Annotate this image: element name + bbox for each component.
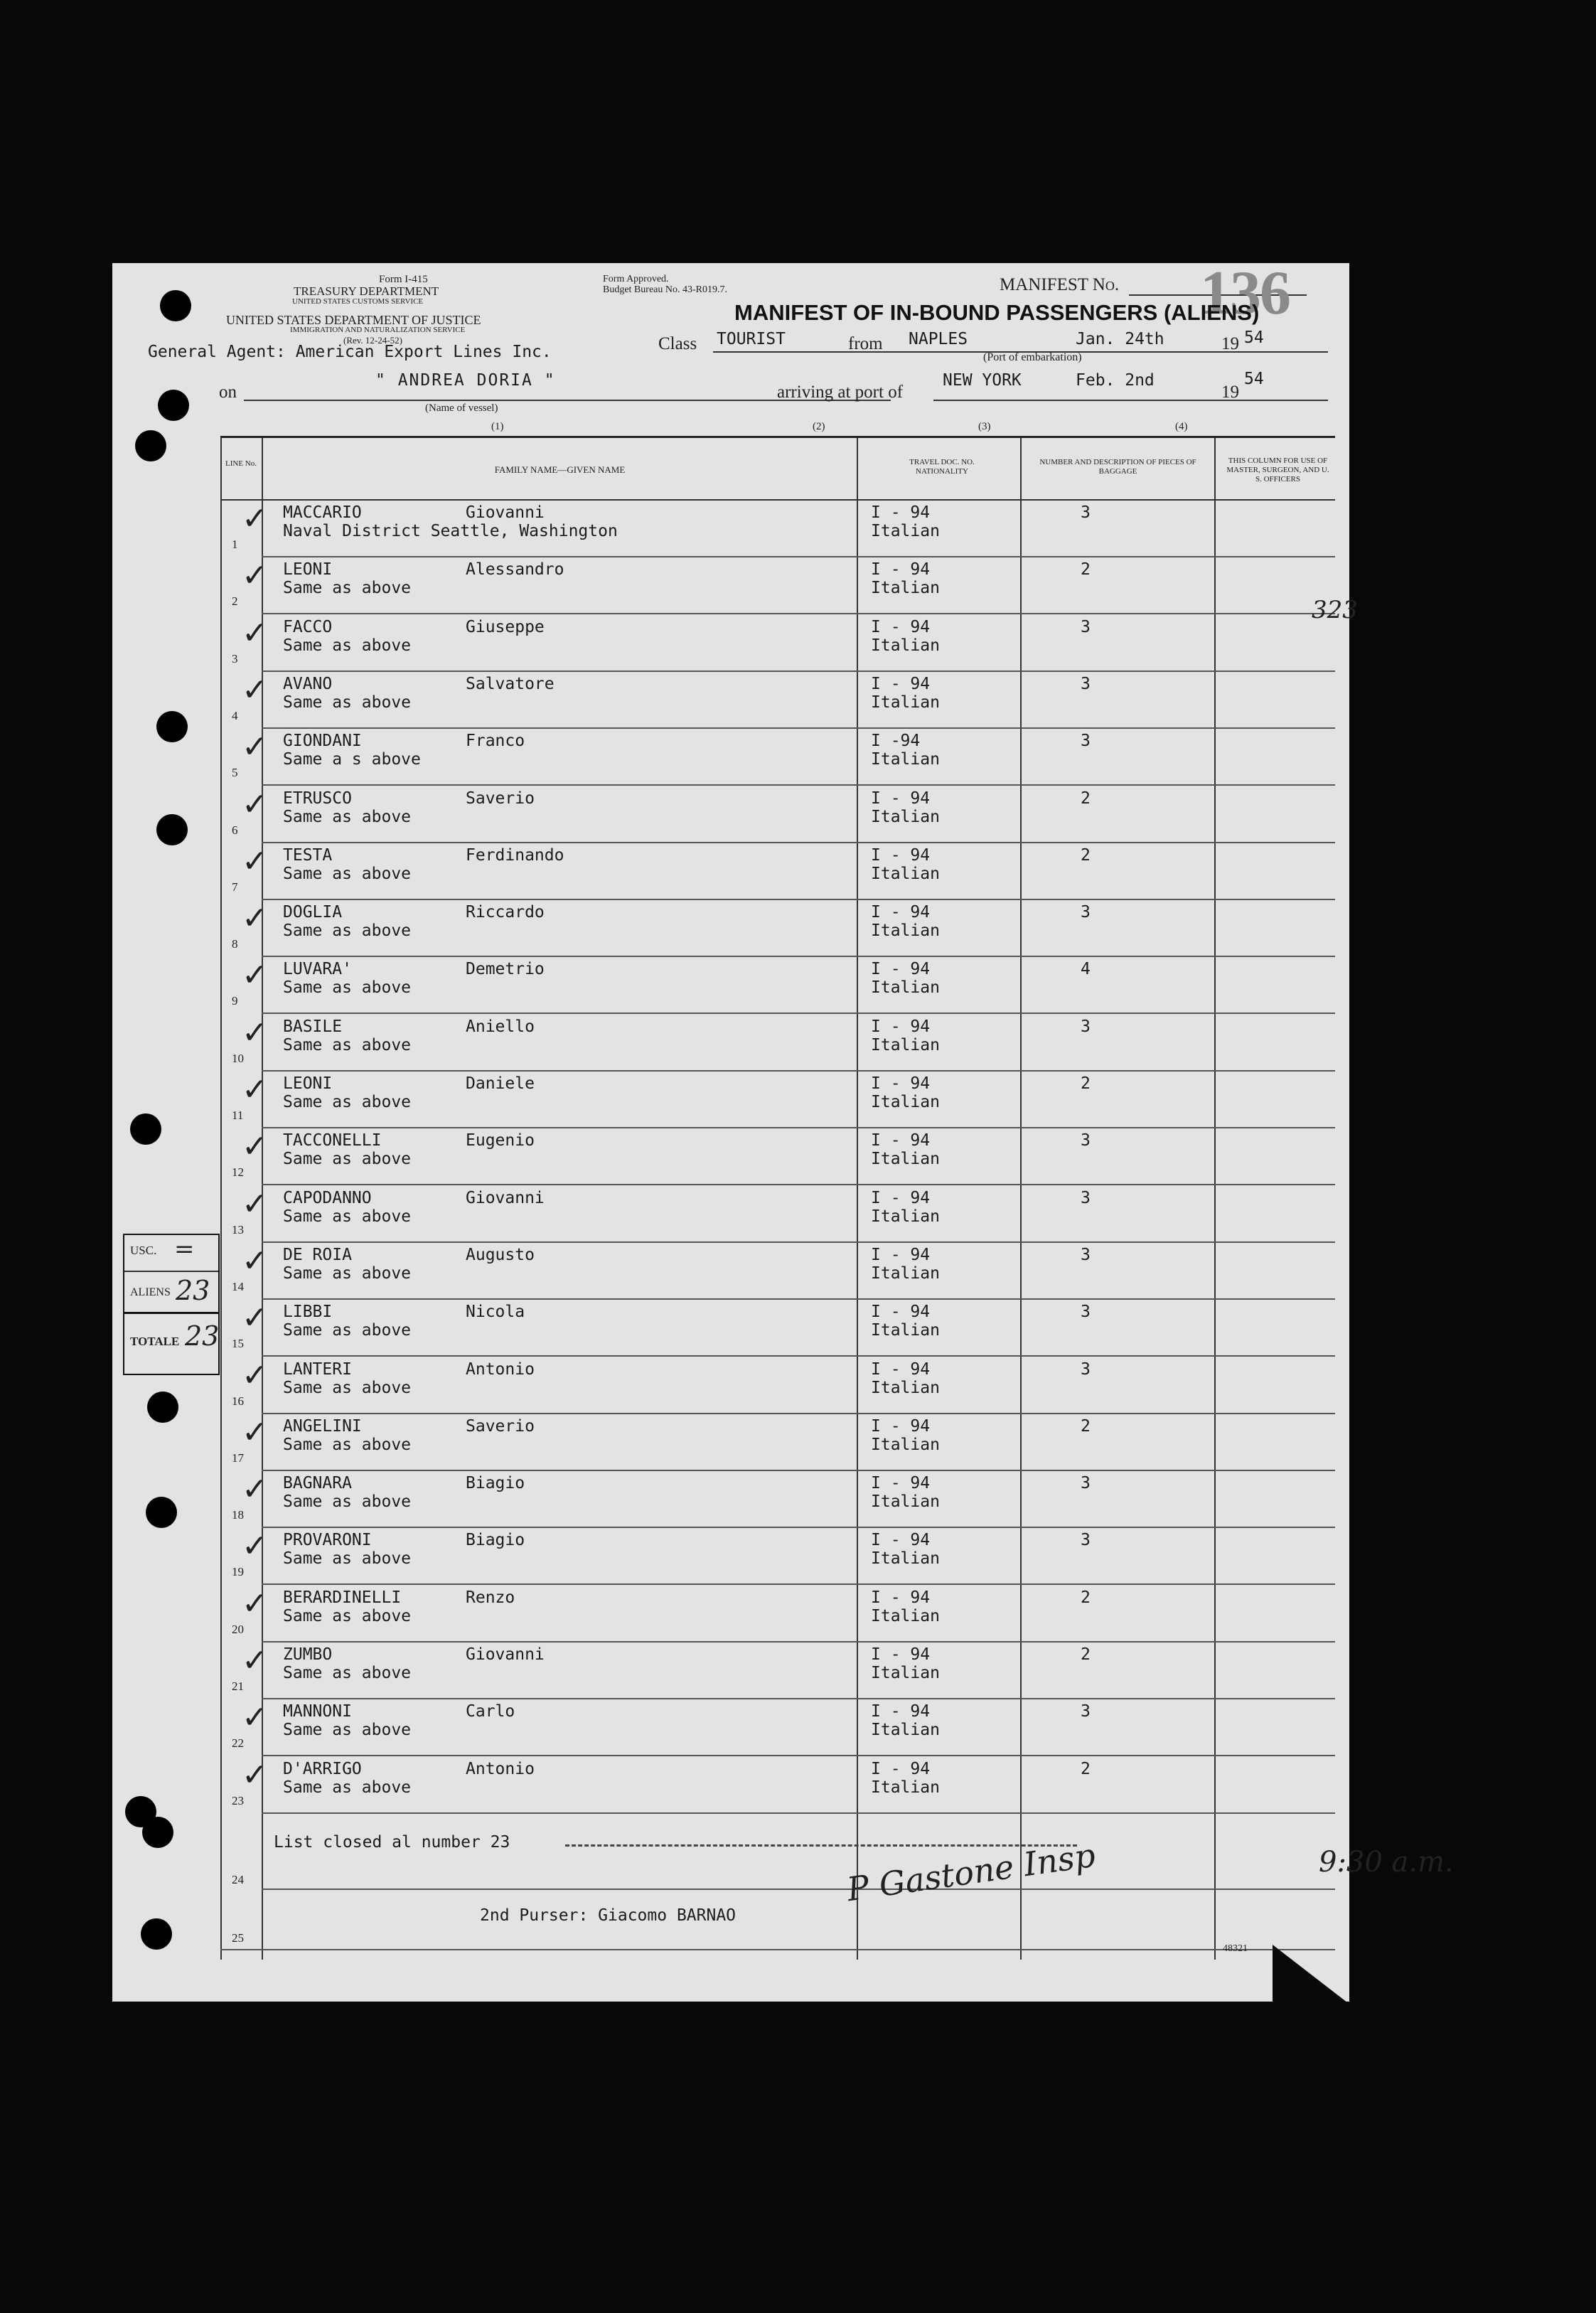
family-name: FACCO [283, 618, 333, 636]
family-name: CAPODANNO [283, 1189, 372, 1207]
manifest-title: MANIFEST OF IN-BOUND PASSENGERS (ALIENS) [734, 300, 1260, 325]
address: Same as above [283, 1721, 412, 1739]
passenger-row [220, 501, 1449, 557]
baggage-count: 2 [1081, 789, 1091, 808]
col-number-3: (3) [978, 421, 991, 432]
given-name: Nicola [466, 1303, 525, 1321]
passenger-row [220, 1699, 1449, 1756]
address: Same as above [283, 1207, 412, 1226]
family-name: LUVARA' [283, 960, 352, 978]
given-name: Saverio [466, 789, 535, 808]
row-rule [262, 1184, 1335, 1185]
family-name: TESTA [283, 846, 333, 865]
baggage-count: 2 [1081, 846, 1091, 865]
check-mark: ✓ [242, 1186, 268, 1222]
given-name: Giovanni [466, 503, 545, 522]
baggage-count: 2 [1081, 1760, 1091, 1778]
line-number-25: 25 [232, 1931, 244, 1945]
line-number: 6 [232, 823, 238, 837]
address: Same as above [283, 808, 412, 826]
family-name: DOGLIA [283, 903, 343, 922]
line-number: 15 [232, 1337, 244, 1350]
address: Same as above [283, 1036, 412, 1054]
family-name: LEONI [283, 1074, 333, 1093]
travel-doc: I - 94 [871, 503, 931, 522]
punch-hole [160, 290, 191, 321]
form-number: Form I-415 [379, 274, 428, 285]
usc-label: USC. [130, 1244, 157, 1257]
closing-time: 9:30 a.m. [1319, 1846, 1454, 1879]
passenger-row [220, 900, 1449, 957]
total-value: 23 [185, 1320, 220, 1352]
nationality: Italian [871, 1379, 940, 1397]
address: Same as above [283, 865, 412, 883]
passenger-row [220, 1072, 1449, 1128]
line-number: 7 [232, 880, 238, 894]
family-name: BAGNARA [283, 1474, 352, 1492]
family-name: ANGELINI [283, 1417, 362, 1436]
travel-doc: I -94 [871, 732, 921, 750]
baggage-count: 3 [1081, 903, 1091, 922]
vessel-caption: (Name of vessel) [425, 402, 498, 414]
given-name: Augusto [466, 1246, 535, 1264]
inspector-signature: P Gastone Insp [844, 1835, 1098, 1909]
family-name: D'ARRIGO [283, 1760, 362, 1778]
line-number: 22 [232, 1736, 244, 1750]
travel-doc: I - 94 [871, 1474, 931, 1492]
dept-justice: UNITED STATES DEPARTMENT OF JUSTICE [226, 313, 481, 327]
check-mark: ✓ [242, 843, 268, 880]
tally-stamp [123, 1234, 220, 1375]
arrival-port: NEW YORK [943, 371, 1022, 390]
baggage-count: 3 [1081, 675, 1091, 693]
embark-date: Jan. 24th [1076, 330, 1164, 348]
nationality: Italian [871, 1150, 940, 1168]
col-number-1: (1) [491, 421, 504, 432]
baggage-count: 3 [1081, 1702, 1091, 1721]
baggage-count: 3 [1081, 1189, 1091, 1207]
address: Same as above [283, 978, 412, 997]
line-number: 12 [232, 1165, 244, 1179]
punch-hole [135, 430, 166, 461]
baggage-count: 3 [1081, 1017, 1091, 1036]
travel-doc: I - 94 [871, 560, 931, 579]
baggage-count: 2 [1081, 1645, 1091, 1664]
check-mark: ✓ [242, 1357, 268, 1394]
nationality: Italian [871, 1549, 940, 1568]
line-number: 5 [232, 766, 238, 779]
col-header-travel: TRAVEL DOC. NO. NATIONALITY [909, 458, 975, 476]
check-mark: ✓ [242, 672, 268, 708]
punch-hole [156, 814, 188, 845]
given-name: Demetrio [466, 960, 545, 978]
line-number: 8 [232, 937, 238, 951]
address: Same as above [283, 1664, 412, 1682]
footer-code: 48321 [1223, 1943, 1248, 1954]
passenger-row [220, 843, 1449, 900]
family-name: BERARDINELLI [283, 1588, 402, 1607]
nationality: Italian [871, 1207, 940, 1226]
passenger-row [220, 1528, 1449, 1585]
travel-doc: I - 94 [871, 960, 931, 978]
check-mark: ✓ [242, 501, 268, 537]
row-rule [262, 784, 1335, 786]
from-line [887, 351, 1328, 353]
baggage-count: 3 [1081, 503, 1091, 522]
passenger-row [220, 615, 1449, 672]
address: Same as above [283, 1549, 412, 1568]
year-prefix-1: 19 [1221, 334, 1239, 353]
passenger-row [220, 1243, 1449, 1300]
travel-doc: I - 94 [871, 618, 931, 636]
travel-doc: I - 94 [871, 1417, 931, 1436]
travel-doc: I - 94 [871, 1131, 931, 1150]
given-name: Giovanni [466, 1645, 545, 1664]
passenger-row [220, 1642, 1449, 1699]
check-mark: ✓ [242, 1015, 268, 1051]
class-value: TOURIST [717, 330, 786, 348]
check-mark: ✓ [242, 1414, 268, 1451]
travel-doc: I - 94 [871, 1531, 931, 1549]
address: Same a s above [283, 750, 421, 769]
ins-label: IMMIGRATION AND NATURALIZATION SERVICE [290, 326, 466, 334]
family-name: TACCONELLI [283, 1131, 382, 1150]
check-mark: ✓ [242, 1586, 268, 1622]
row-rule [262, 1812, 1335, 1814]
travel-doc: I - 94 [871, 789, 931, 808]
total-label: TOTALE [130, 1335, 180, 1348]
family-name: MACCARIO [283, 503, 362, 522]
line-number: 11 [232, 1109, 244, 1122]
check-mark: ✓ [242, 1072, 268, 1108]
given-name: Franco [466, 732, 525, 750]
given-name: Salvatore [466, 675, 555, 693]
given-name: Antonio [466, 1360, 535, 1379]
line-number: 23 [232, 1794, 244, 1807]
col-header-baggage: NUMBER AND DESCRIPTION OF PIECES OF BAGGAGE [1039, 458, 1196, 476]
address: Same as above [283, 579, 412, 597]
check-mark: ✓ [242, 786, 268, 823]
nationality: Italian [871, 1036, 940, 1054]
line-number: 21 [232, 1679, 244, 1693]
baggage-count: 3 [1081, 1474, 1091, 1492]
check-mark: ✓ [242, 1699, 268, 1736]
nationality: Italian [871, 579, 940, 597]
given-name: Daniele [466, 1074, 535, 1093]
nationality: Italian [871, 1607, 940, 1625]
given-name: Riccardo [466, 903, 545, 922]
given-name: Saverio [466, 1417, 535, 1436]
nationality: Italian [871, 1321, 940, 1340]
nationality: Italian [871, 1492, 940, 1511]
line-number: 13 [232, 1223, 244, 1236]
nationality: Italian [871, 1436, 940, 1454]
general-agent: General Agent: American Export Lines Inc. [148, 343, 552, 361]
travel-doc: I - 94 [871, 1074, 931, 1093]
row-rule [262, 613, 1335, 614]
baggage-count: 3 [1081, 618, 1091, 636]
travel-doc: I - 94 [871, 1588, 931, 1607]
baggage-count: 3 [1081, 1360, 1091, 1379]
officer-note: 323 [1312, 596, 1358, 624]
port-embark-caption: (Port of embarkation) [983, 351, 1082, 363]
address: Same as above [283, 1778, 412, 1797]
line-number: 14 [232, 1280, 244, 1293]
budget-bureau: Budget Bureau No. 43-R019.7. [603, 284, 727, 295]
line-number: 2 [232, 594, 238, 608]
given-name: Antonio [466, 1760, 535, 1778]
passenger-row [220, 1757, 1449, 1814]
year-1: 54 [1244, 328, 1264, 347]
given-name: Aniello [466, 1017, 535, 1036]
passenger-row [220, 786, 1449, 843]
address: Same as above [283, 1436, 412, 1454]
check-mark: ✓ [242, 729, 268, 765]
passenger-row [220, 1186, 1449, 1243]
passenger-row [220, 729, 1449, 786]
baggage-count: 2 [1081, 1074, 1091, 1093]
punch-hole [130, 1113, 161, 1145]
given-name: Carlo [466, 1702, 515, 1721]
line-number: 16 [232, 1394, 244, 1408]
col-header-officers: THIS COLUMN FOR USE OF MASTER, SURGEON, AND U. S. OFFICERS [1226, 456, 1329, 484]
punch-hole [158, 390, 189, 421]
given-name: Renzo [466, 1588, 515, 1607]
baggage-count: 3 [1081, 1246, 1091, 1264]
family-name: DE ROIA [283, 1246, 352, 1264]
line-number: 1 [232, 538, 238, 551]
nationality: Italian [871, 1264, 940, 1283]
family-name: LANTERI [283, 1360, 352, 1379]
passenger-row [220, 1128, 1449, 1185]
nationality: Italian [871, 1721, 940, 1739]
from-label: from [848, 334, 883, 353]
passenger-row [220, 1414, 1449, 1471]
check-mark: ✓ [242, 1128, 268, 1165]
given-name: Giuseppe [466, 618, 545, 636]
given-name: Ferdinando [466, 846, 564, 865]
given-name: Biagio [466, 1531, 525, 1549]
address: Same as above [283, 1150, 412, 1168]
travel-doc: I - 94 [871, 1303, 931, 1321]
passenger-row [220, 672, 1449, 729]
line-number-24: 24 [232, 1873, 244, 1886]
passenger-row [220, 1300, 1449, 1357]
passenger-row [220, 1586, 1449, 1642]
punch-hole [142, 1817, 173, 1848]
baggage-count: 3 [1081, 732, 1091, 750]
passenger-row [220, 1357, 1449, 1414]
travel-doc: I - 94 [871, 1645, 931, 1664]
line-number: 20 [232, 1623, 244, 1636]
manifest-number: 136 [1200, 259, 1290, 328]
address: Same as above [283, 1607, 412, 1625]
travel-doc: I - 94 [871, 675, 931, 693]
given-name: Alessandro [466, 560, 564, 579]
row-rule [262, 1583, 1335, 1585]
row-rule [262, 1355, 1335, 1357]
usc-value: = [174, 1235, 195, 1264]
passenger-row [220, 557, 1449, 614]
address: Same as above [283, 1264, 412, 1283]
line-number: 10 [232, 1052, 244, 1065]
nationality: Italian [871, 1093, 940, 1111]
travel-doc: I - 94 [871, 1760, 931, 1778]
vessel-name: " ANDREA DORIA " [375, 371, 556, 390]
family-name: BASILE [283, 1017, 343, 1036]
travel-doc: I - 94 [871, 1246, 931, 1264]
purser-line: 2nd Purser: Giacomo BARNAO [480, 1906, 737, 1925]
family-name: GIONDANI [283, 732, 362, 750]
punch-hole [156, 711, 188, 742]
col-header-name: FAMILY NAME—GIVEN NAME [494, 464, 626, 475]
nationality: Italian [871, 693, 940, 712]
line-number: 19 [232, 1565, 244, 1578]
family-name: LEONI [283, 560, 333, 579]
customs-service: UNITED STATES CUSTOMS SERVICE [292, 297, 424, 306]
nationality: Italian [871, 978, 940, 997]
family-name: LIBBI [283, 1303, 333, 1321]
baggage-count: 3 [1081, 1531, 1091, 1549]
baggage-count: 3 [1081, 1131, 1091, 1150]
aliens-value: 23 [176, 1275, 210, 1306]
from-value: NAPLES [909, 330, 968, 348]
check-mark: ✓ [242, 900, 268, 936]
folded-corner [1273, 1945, 1351, 2005]
travel-doc: I - 94 [871, 1189, 931, 1207]
baggage-count: 3 [1081, 1303, 1091, 1321]
class-label: Class [658, 334, 697, 353]
passenger-row [220, 957, 1449, 1014]
year-2: 54 [1244, 370, 1264, 388]
year-prefix-2: 19 [1221, 383, 1239, 402]
line-number: 4 [232, 709, 238, 722]
nationality: Italian [871, 1778, 940, 1797]
form-approved: Form Approved. [603, 274, 669, 284]
nationality: Italian [871, 1664, 940, 1682]
col-number-4: (4) [1175, 421, 1188, 432]
aliens-label: ALIENS [130, 1286, 171, 1298]
check-mark: ✓ [242, 1528, 268, 1564]
on-label: on [219, 383, 237, 402]
address: Same as above [283, 1093, 412, 1111]
row-rule [262, 1755, 1335, 1756]
arrival-date: Feb. 2nd [1076, 371, 1155, 390]
row-rule [262, 1013, 1335, 1014]
family-name: ETRUSCO [283, 789, 352, 808]
nationality: Italian [871, 636, 940, 655]
check-mark: ✓ [242, 957, 268, 993]
line-number: 18 [232, 1508, 244, 1522]
line-number: 9 [232, 994, 238, 1008]
family-name: ZUMBO [283, 1645, 333, 1664]
manifest-page [112, 259, 1454, 2002]
address: Same as above [283, 1379, 412, 1397]
col-header-line: LINE No. [225, 459, 257, 468]
closing-dashes [565, 1844, 1077, 1847]
family-name: AVANO [283, 675, 333, 693]
check-mark: ✓ [242, 1300, 268, 1336]
nationality: Italian [871, 865, 940, 883]
given-name: Biagio [466, 1474, 525, 1492]
travel-doc: I - 94 [871, 1017, 931, 1036]
travel-doc: I - 94 [871, 1360, 931, 1379]
address: Same as above [283, 693, 412, 712]
travel-doc: I - 94 [871, 903, 931, 922]
dept-treasury: TREASURY DEPARTMENT [294, 284, 439, 298]
punch-hole [146, 1497, 177, 1528]
address: Naval District Seattle, Washington [283, 522, 618, 540]
given-name: Giovanni [466, 1189, 545, 1207]
check-mark: ✓ [242, 557, 268, 594]
nationality: Italian [871, 522, 940, 540]
address: Same as above [283, 922, 412, 940]
baggage-count: 2 [1081, 560, 1091, 579]
baggage-count: 4 [1081, 960, 1091, 978]
address: Same as above [283, 1492, 412, 1511]
passenger-row [220, 1471, 1449, 1528]
manifest-no-label: MANIFEST No. [1000, 275, 1120, 294]
arriving-label: arriving at port of [777, 383, 904, 402]
line-number: 17 [232, 1451, 244, 1465]
travel-doc: I - 94 [871, 846, 931, 865]
nationality: Italian [871, 750, 940, 769]
nationality: Italian [871, 922, 940, 940]
check-mark: ✓ [242, 1471, 268, 1507]
rev-date: (Rev. 12-24-52) [343, 335, 402, 346]
given-name: Eugenio [466, 1131, 535, 1150]
nationality: Italian [871, 808, 940, 826]
family-name: MANNONI [283, 1702, 352, 1721]
family-name: PROVARONI [283, 1531, 372, 1549]
baggage-count: 2 [1081, 1588, 1091, 1607]
address: Same as above [283, 1321, 412, 1340]
arrival-line [933, 400, 1328, 401]
passenger-row [220, 1015, 1449, 1072]
check-mark: ✓ [242, 1757, 268, 1793]
check-mark: ✓ [242, 1243, 268, 1279]
check-mark: ✓ [242, 615, 268, 651]
line-number: 3 [232, 652, 238, 666]
col-number-2: (2) [813, 421, 825, 432]
table [220, 436, 1454, 1960]
punch-hole [147, 1391, 178, 1423]
address: Same as above [283, 636, 412, 655]
punch-hole [141, 1918, 172, 1950]
check-mark: ✓ [242, 1642, 268, 1679]
list-closed-text: List closed al number 23 [274, 1833, 510, 1852]
travel-doc: I - 94 [871, 1702, 931, 1721]
baggage-count: 2 [1081, 1417, 1091, 1436]
